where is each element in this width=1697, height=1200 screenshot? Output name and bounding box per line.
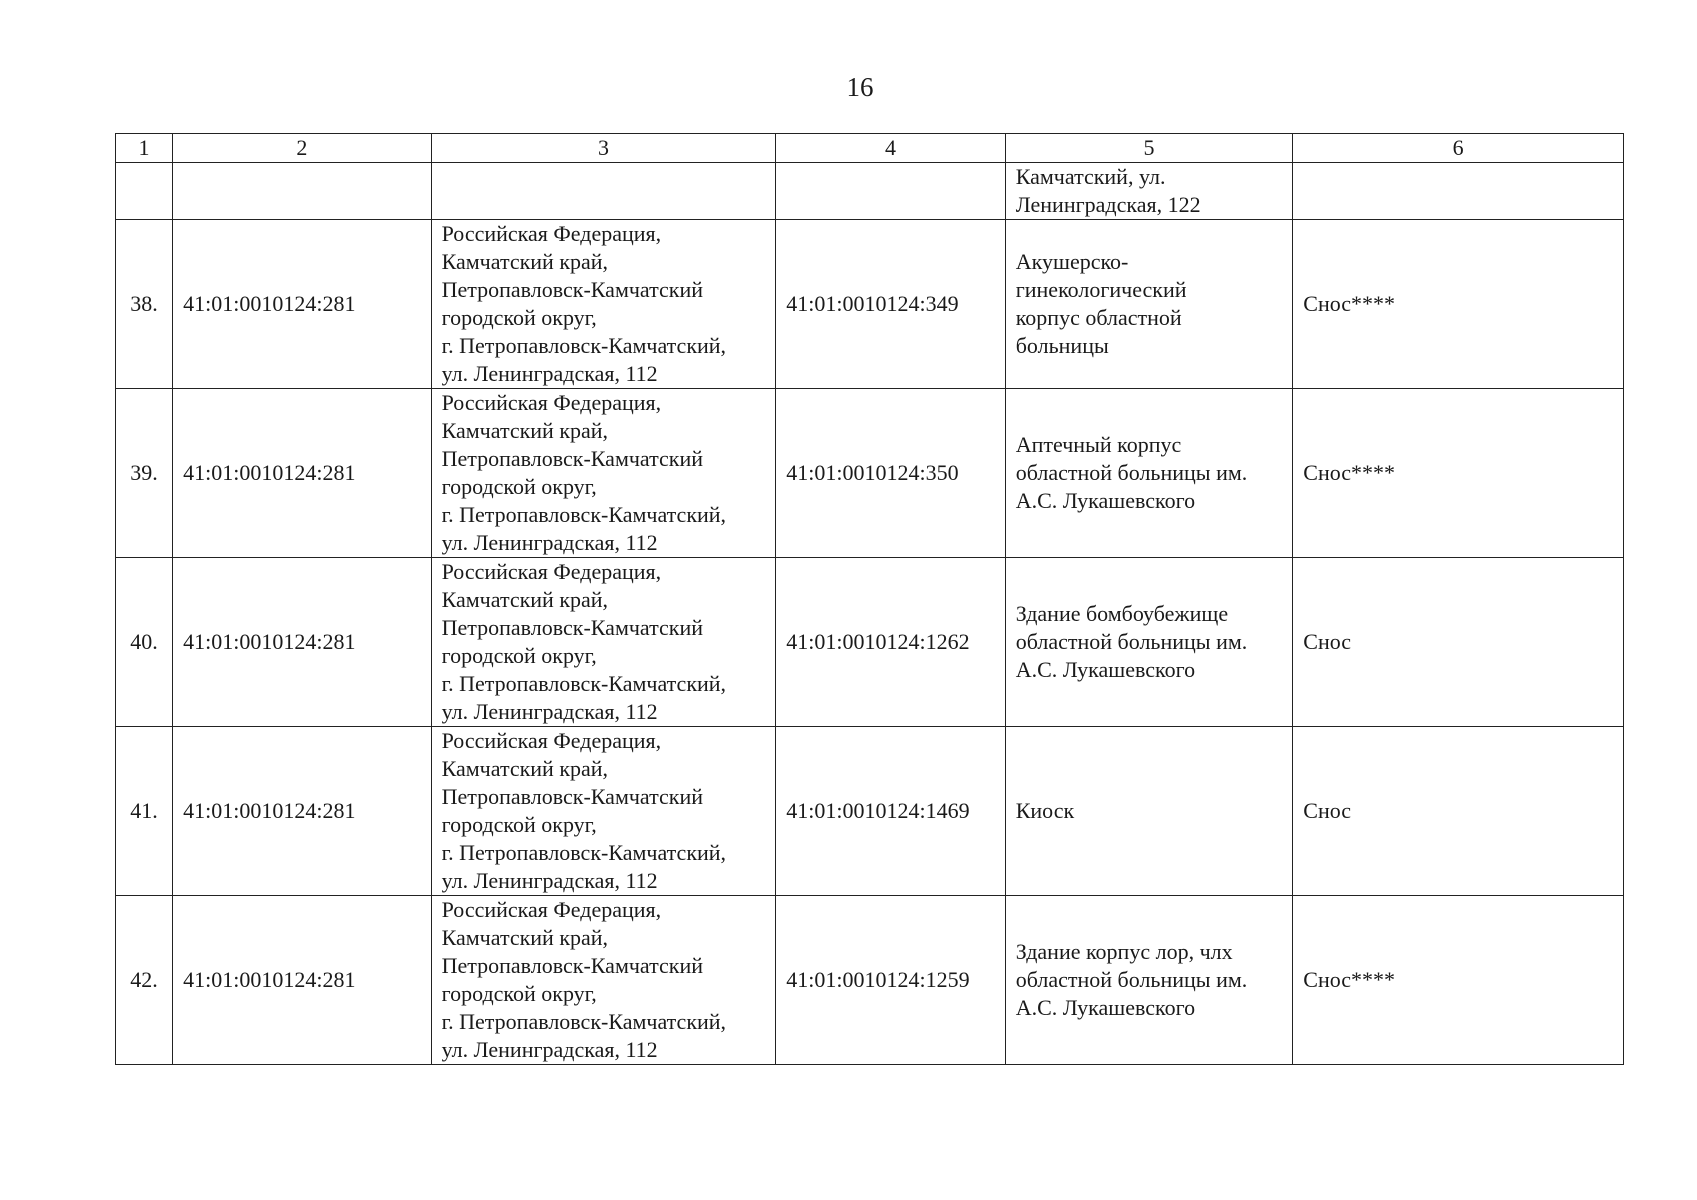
cell-land-cadastral: 41:01:0010124:281 bbox=[173, 727, 432, 896]
cell-address bbox=[431, 163, 776, 220]
cell-object-cadastral: 41:01:0010124:350 bbox=[776, 389, 1005, 558]
column-header: 4 bbox=[776, 134, 1005, 163]
cell-address: Российская Федерация, Камчатский край, Петропавловск-Камчатский городской округ, г. Петропавловск-Камчатский, ул. Ленинградская, 112 bbox=[431, 727, 776, 896]
cell-object-cadastral: 41:01:0010124:1259 bbox=[776, 896, 1005, 1065]
cell-object-name: Здание бомбоубежище областной больницы им. А.С. Лукашевского bbox=[1005, 558, 1293, 727]
table-row-continuation bbox=[116, 163, 1624, 220]
cell-land-cadastral: 41:01:0010124:281 bbox=[173, 389, 432, 558]
table-row bbox=[116, 220, 1624, 389]
cell-action: Снос**** bbox=[1293, 389, 1624, 558]
cell-address: Российская Федерация, Камчатский край, Петропавловск-Камчатский городской округ, г. Петропавловск-Камчатский, ул. Ленинградская, 112 bbox=[431, 896, 776, 1065]
cell-number: 38. bbox=[116, 220, 173, 389]
cell-number: 42. bbox=[116, 896, 173, 1065]
column-header: 1 bbox=[116, 134, 173, 163]
cell-object-cadastral bbox=[776, 163, 1005, 220]
column-header: 2 bbox=[173, 134, 432, 163]
cell-land-cadastral bbox=[173, 163, 432, 220]
cell-address: Российская Федерация, Камчатский край, Петропавловск-Камчатский городской округ, г. Петропавловск-Камчатский, ул. Ленинградская, 112 bbox=[431, 558, 776, 727]
cell-object-name: Аптечный корпус областной больницы им. А.С. Лукашевского bbox=[1005, 389, 1293, 558]
cell-land-cadastral: 41:01:0010124:281 bbox=[173, 220, 432, 389]
objects-table bbox=[115, 133, 1624, 1065]
table-row bbox=[116, 727, 1624, 896]
cell-number: 41. bbox=[116, 727, 173, 896]
column-header: 3 bbox=[431, 134, 776, 163]
table-row bbox=[116, 389, 1624, 558]
cell-object-cadastral: 41:01:0010124:1469 bbox=[776, 727, 1005, 896]
table-row bbox=[116, 896, 1624, 1065]
cell-object-name: Киоск bbox=[1005, 727, 1293, 896]
cell-action: Снос**** bbox=[1293, 220, 1624, 389]
cell-action: Снос bbox=[1293, 727, 1624, 896]
cell-number bbox=[116, 163, 173, 220]
cell-action: Снос**** bbox=[1293, 896, 1624, 1065]
cell-number: 40. bbox=[116, 558, 173, 727]
cell-number: 39. bbox=[116, 389, 173, 558]
table-header-row bbox=[116, 134, 1624, 163]
cell-action bbox=[1293, 163, 1624, 220]
cell-object-name: Акушерско- гинекологический корпус областной больницы bbox=[1005, 220, 1293, 389]
cell-object-name: Здание корпус лор, члх областной больницы им. А.С. Лукашевского bbox=[1005, 896, 1293, 1065]
cell-object-cadastral: 41:01:0010124:349 bbox=[776, 220, 1005, 389]
column-header: 6 bbox=[1293, 134, 1624, 163]
cell-address: Российская Федерация, Камчатский край, Петропавловск-Камчатский городской округ, г. Петропавловск-Камчатский, ул. Ленинградская, 112 bbox=[431, 389, 776, 558]
cell-land-cadastral: 41:01:0010124:281 bbox=[173, 896, 432, 1065]
page-number: 16 bbox=[846, 72, 874, 102]
cell-object-name: Камчатский, ул. Ленинградская, 122 bbox=[1005, 163, 1293, 220]
column-header: 5 bbox=[1005, 134, 1293, 163]
cell-object-cadastral: 41:01:0010124:1262 bbox=[776, 558, 1005, 727]
table-row bbox=[116, 558, 1624, 727]
cell-action: Снос bbox=[1293, 558, 1624, 727]
cell-land-cadastral: 41:01:0010124:281 bbox=[173, 558, 432, 727]
cell-address: Российская Федерация, Камчатский край, Петропавловск-Камчатский городской округ, г. Петропавловск-Камчатский, ул. Ленинградская, 112 bbox=[431, 220, 776, 389]
